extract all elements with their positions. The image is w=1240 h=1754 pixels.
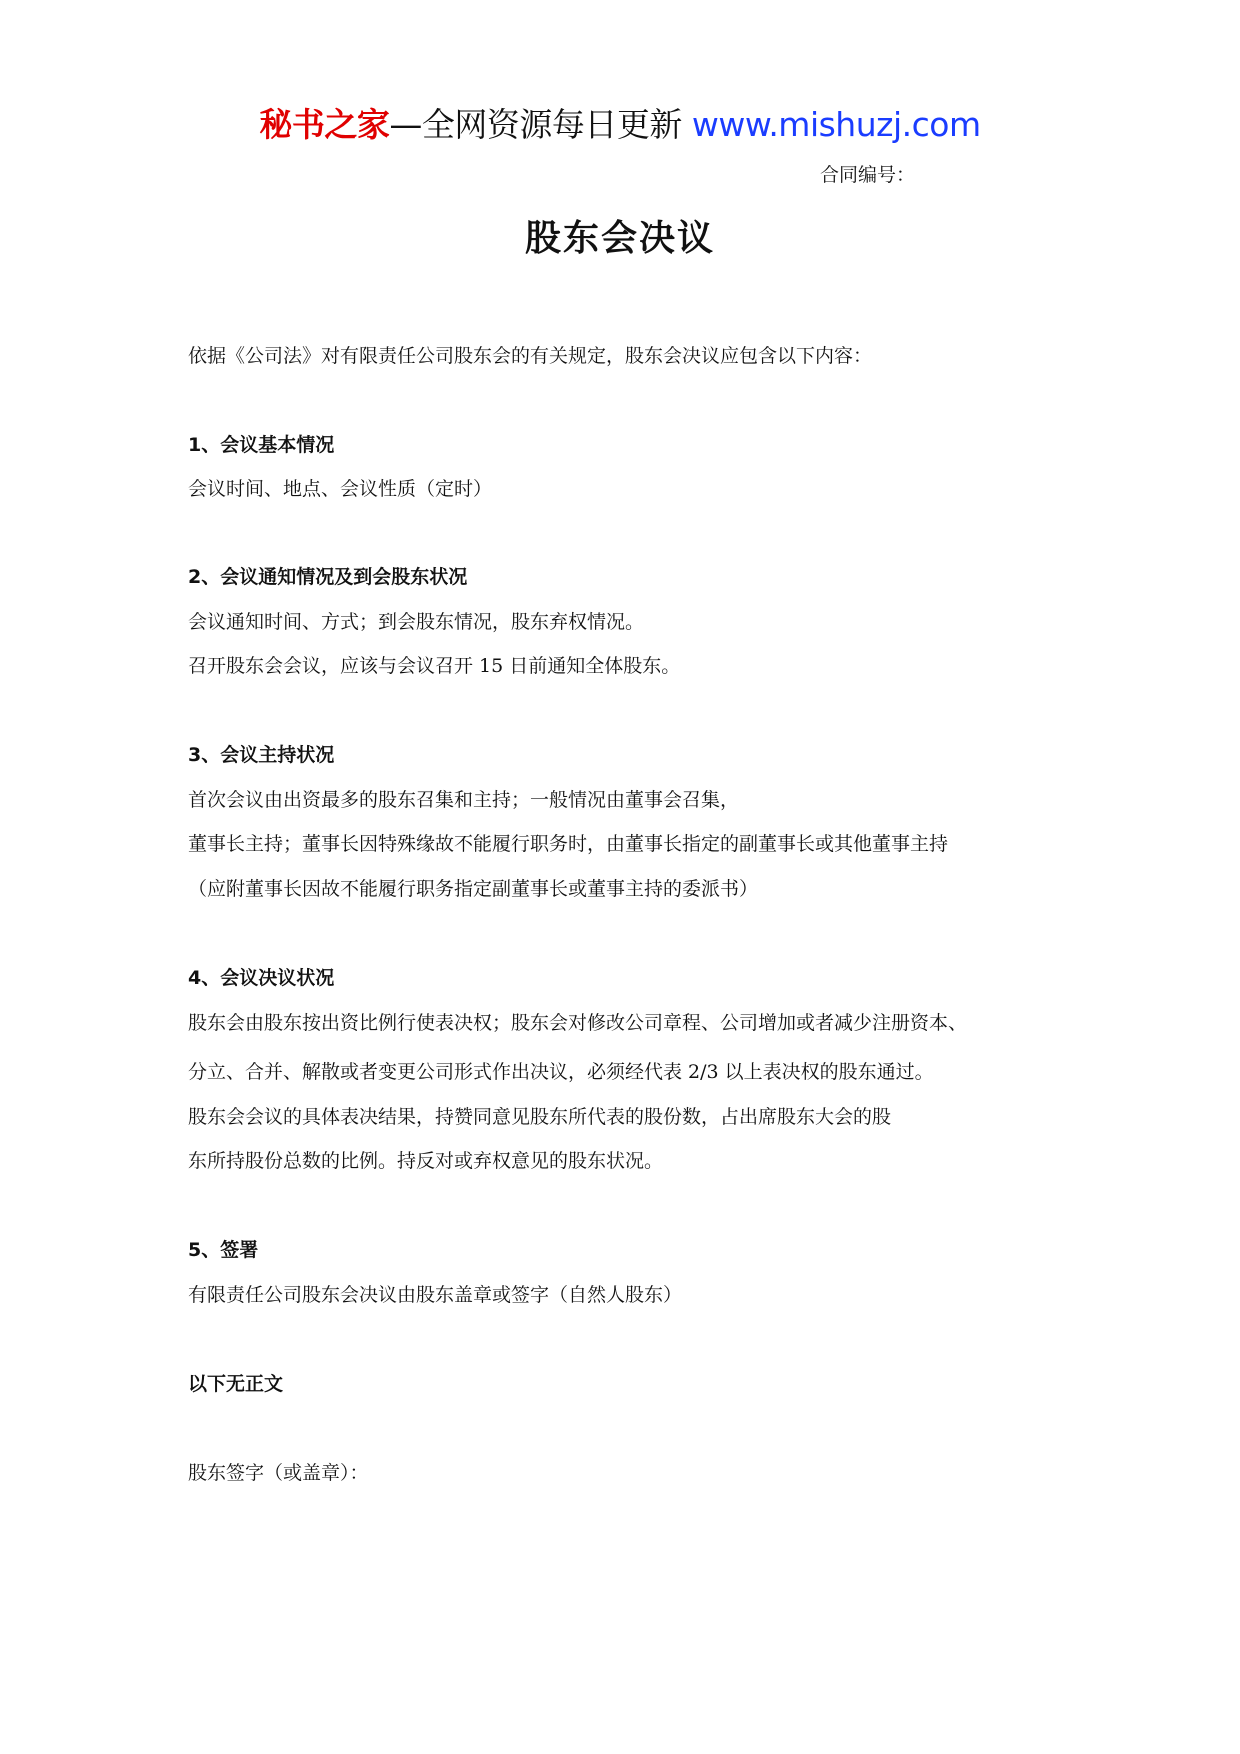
section-3-line: 董事长主持；董事长因特殊缘故不能履行职务时，由董事长指定的副董事长或其他董事主持 [188, 833, 949, 855]
section-4-line: 东所持股份总数的比例。持反对或弃权意见的股东状况。 [188, 1150, 664, 1172]
section-2-line: 召开股东会会议，应该与会议召开 15 日前通知全体股东。 [188, 655, 681, 677]
brand-name: 秘书之家 [259, 105, 390, 144]
section-3-heading: 3、会议主持状况 [188, 744, 335, 766]
site-banner [0, 100, 1240, 150]
section-4-line: 分立、合并、解散或者变更公司形式作出决议，必须经代表 2/3 以上表决权的股东通过。 [188, 1061, 934, 1083]
section-1-heading: 1、会议基本情况 [188, 434, 335, 456]
section-3-line: 首次会议由出资最多的股东召集和主持；一般情况由董事会召集， [188, 789, 740, 811]
section-1-line: 会议时间、地点、会议性质（定时） [188, 478, 493, 500]
section-4-line: 股东会由股东按出资比例行使表决权；股东会对修改公司章程、公司增加或者减少注册资本、 [188, 1012, 968, 1034]
section-3-line: （应附董事长因故不能履行职务指定副董事长或董事主持的委派书） [188, 878, 759, 900]
section-2-line: 会议通知时间、方式；到会股东情况，股东弃权情况。 [188, 611, 645, 633]
banner-url[interactable]: www.mishuzj.com [691, 105, 981, 144]
document-title: 股东会决议 [524, 217, 715, 259]
section-5-line: 有限责任公司股东会决议由股东盖章或签字（自然人股东） [188, 1284, 683, 1306]
closing-note: 以下无正文 [188, 1373, 284, 1395]
section-2-heading: 2、会议通知情况及到会股东状况 [188, 566, 468, 588]
section-4-line: 股东会会议的具体表决结果，持赞同意见股东所代表的股份数，占出席股东大会的股 [188, 1106, 892, 1128]
section-4-heading: 4、会议决议状况 [188, 967, 335, 989]
contract-number-label: 合同编号： [820, 164, 916, 186]
signature-label: 股东签字（或盖章）： [188, 1462, 369, 1484]
intro-paragraph: 依据《公司法》对有限责任公司股东会的有关规定，股东会决议应包含以下内容： [188, 345, 873, 367]
section-5-heading: 5、签署 [188, 1239, 259, 1261]
banner-slogan: —全网资源每日更新 [389, 105, 692, 144]
